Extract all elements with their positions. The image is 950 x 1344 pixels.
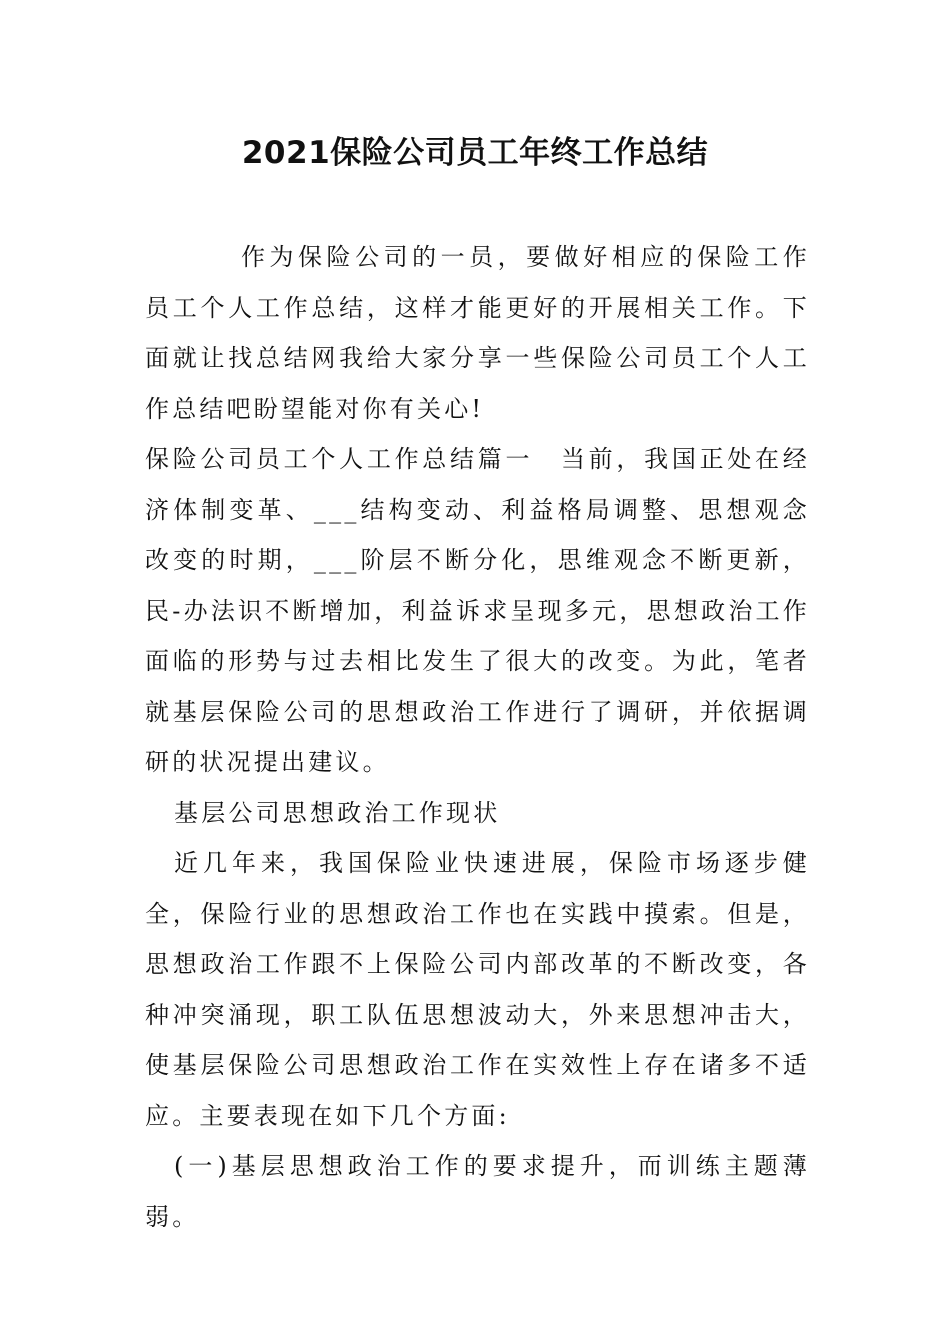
section-heading: 基层公司思想政治工作现状	[174, 798, 501, 827]
point-one-paragraph: (一)基层思想政治工作的要求提升，而训练主题薄弱。	[145, 1152, 810, 1231]
intro-paragraph: 作为保险公司的一员，要做好相应的保险工作员工个人工作总结，这样才能更好的开展相关工作。下面就让找总结网我给大家分享一些保险公司员工个人工作总结吧盼望能对你有关心!	[145, 243, 810, 423]
current-status-paragraph: 近几年来，我国保险业快速进展，保险市场逐步健全，保险行业的思想政治工作也在实践中摸索。但是，思想政治工作跟不上保险公司内部改革的不断改变，各种冲突涌现，职工队伍思想波动大，外来思想冲击大，使基层保险公司思想政治工作在实效性上存在诸多不适应。主要表现在如下几个方面:	[145, 849, 810, 1130]
document-title: 2021保险公司员工年终工作总结	[241, 135, 709, 171]
section-one-paragraph: 保险公司员工个人工作总结篇一 当前，我国正处在经济体制变革、___结构变动、利益格局调整、思想观念改变的时期，___阶层不断分化，思维观念不断更新，民-办法识不断增加，利益诉求呈现多元，思想政治工作面临的形势与过去相比发生了很大的改变。为此，笔者就基层保险公司的思想政治工作进行了调研，并依据调研的状况提出建议。	[145, 445, 810, 776]
document-body	[145, 232, 810, 1242]
